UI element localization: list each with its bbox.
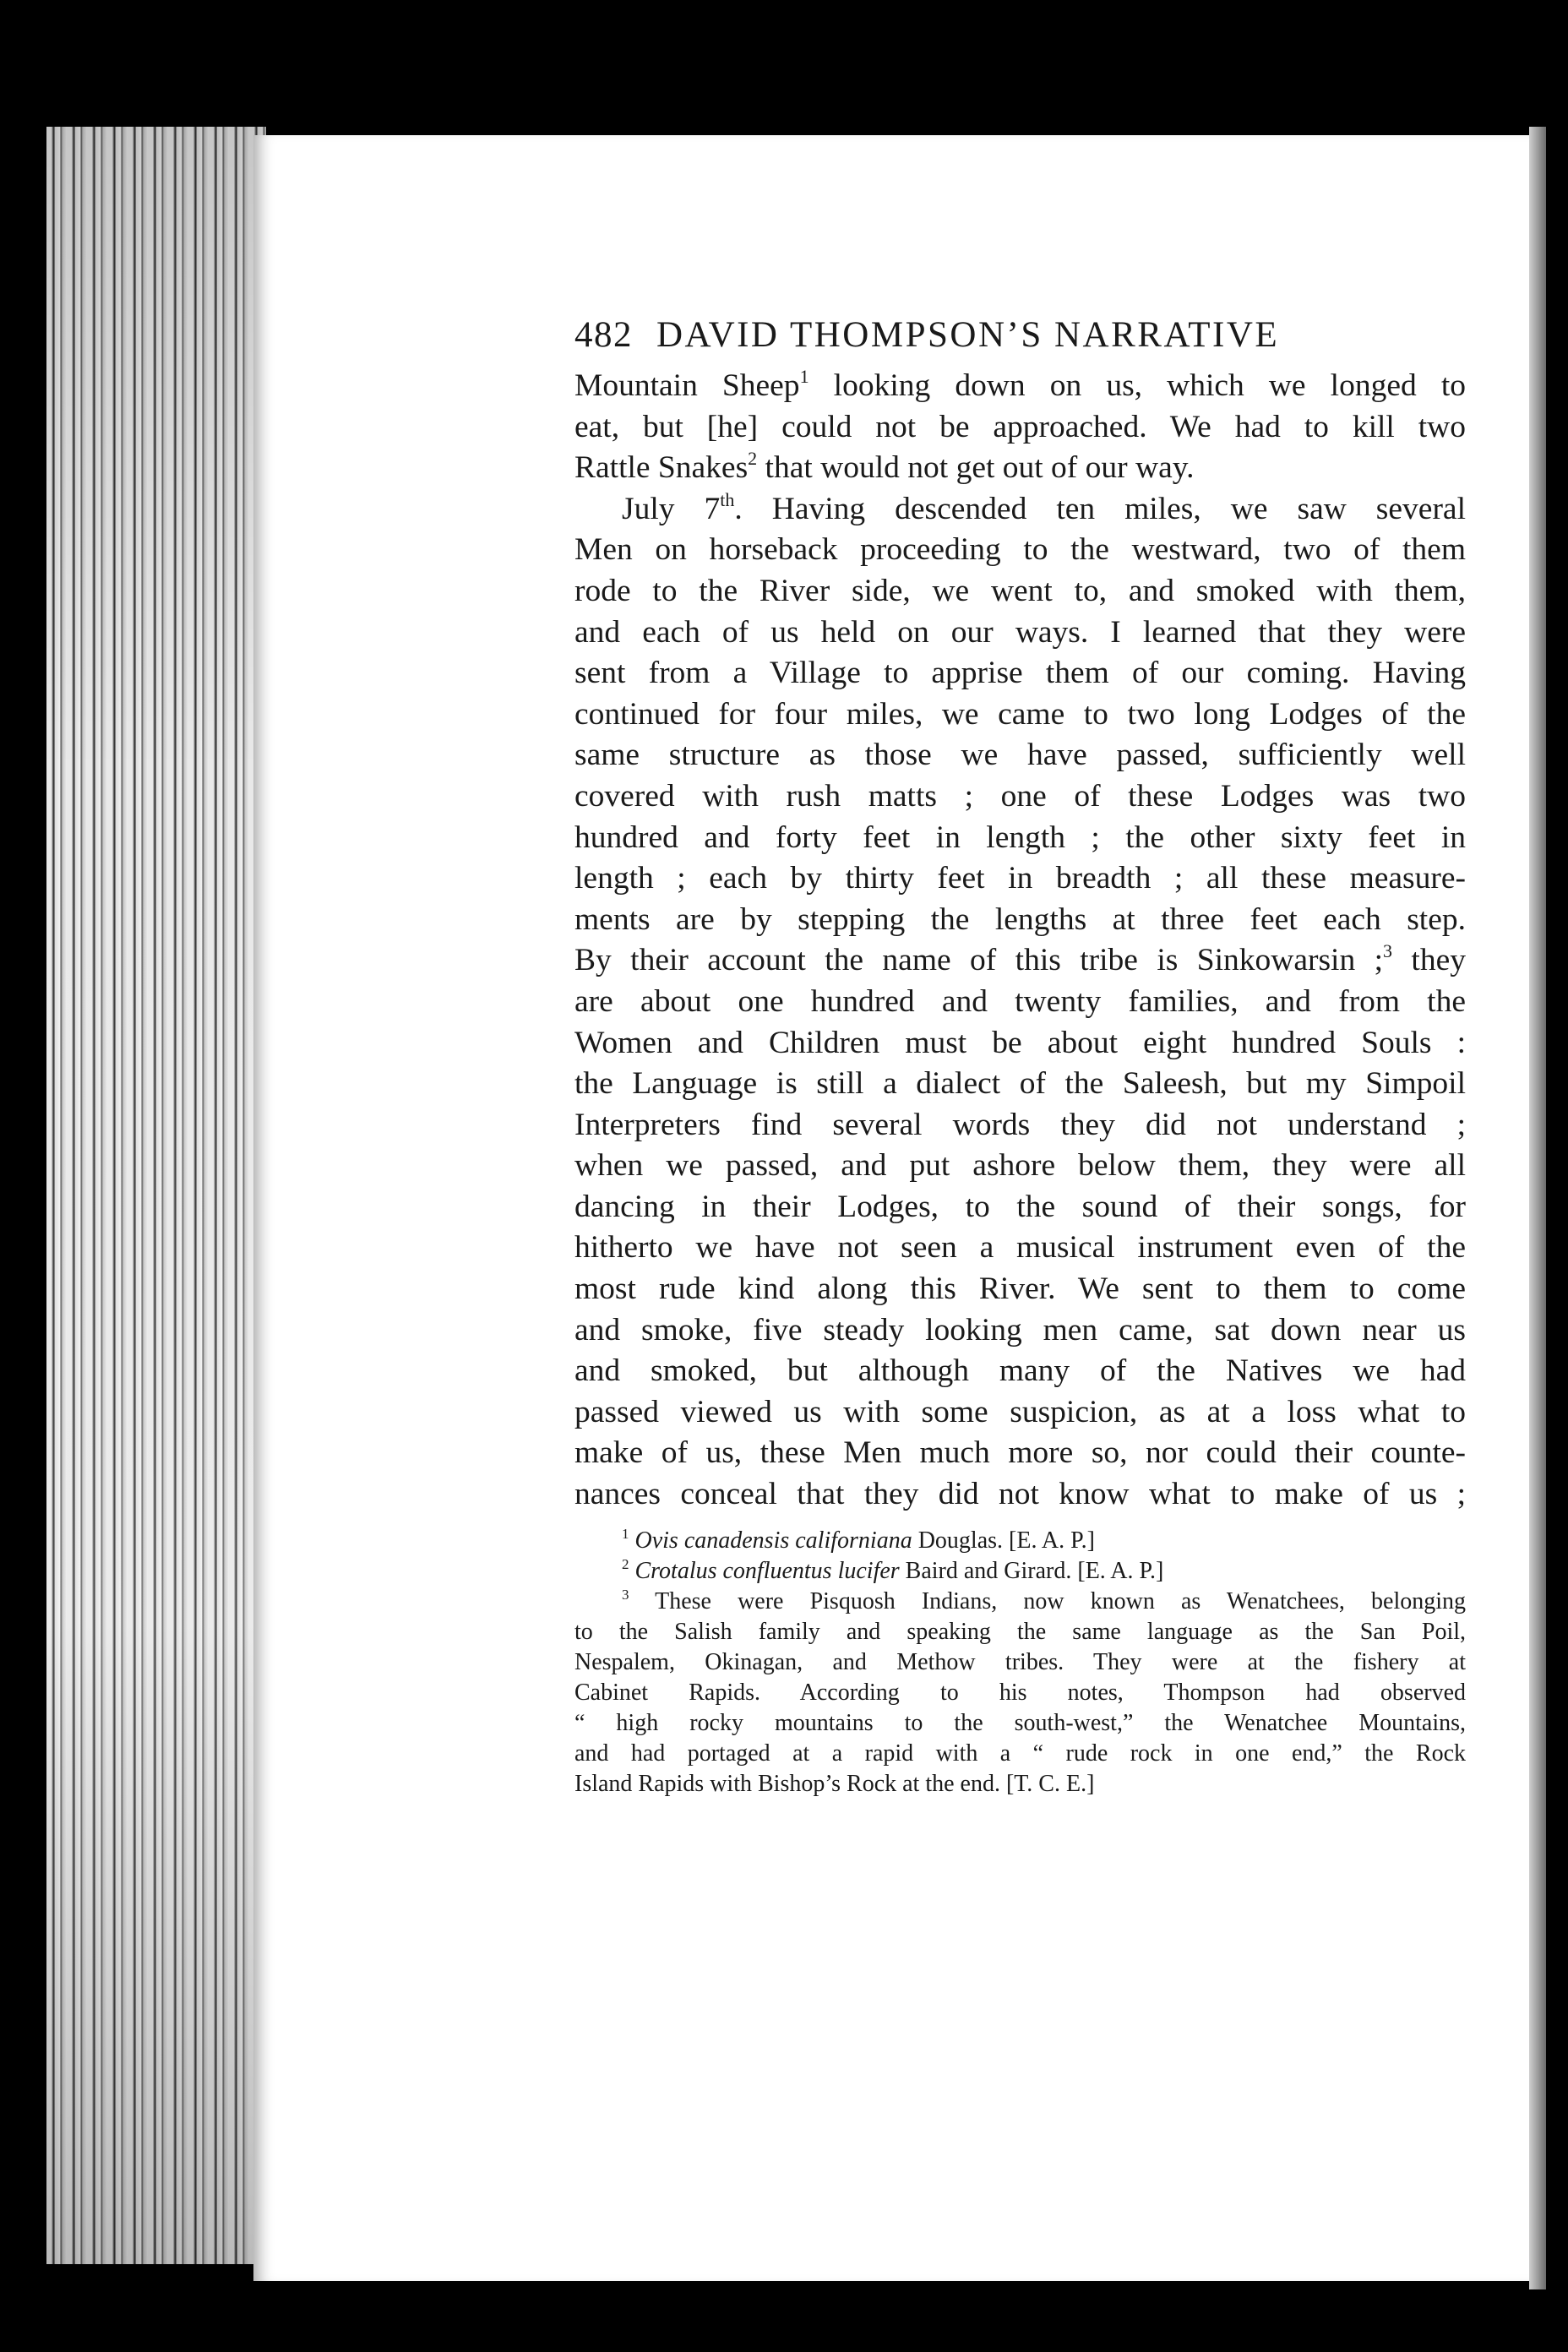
text-line: eat, but [he] could not be approached. We had to kill two	[574, 409, 1466, 444]
footnote-ref-1: 1	[799, 366, 809, 387]
text-line: Mountain Sheep$^1$ looking down on us, which we longed to	[574, 366, 1466, 403]
text-line: length ; each by thirty feet in breadth ; all these measure-	[574, 861, 1466, 896]
text-line: passed viewed us with some suspicion, as at a loss what to	[574, 1394, 1466, 1429]
footnote-ref-2: 2	[748, 448, 758, 470]
page-right-edge	[1529, 127, 1546, 2289]
footnote-3-line: and had portaged at a rapid with a “ rude rock in one end,” the Rock	[574, 1740, 1466, 1767]
text-line: and each of us held on our ways. I learned that they were	[574, 614, 1466, 650]
text-line: Men on horseback proceeding to the westward, two of them	[574, 532, 1466, 568]
footnote-1: $^1$ Ovis canadensis californiana Douglas. [E. A. P.]	[622, 1525, 1095, 1554]
running-head	[574, 314, 1466, 356]
text-line: the Language is still a dialect of the Saleesh, but my Simpoil	[574, 1066, 1466, 1102]
footnote-3: $^3$ These were Pisquosh Indians, now known as Wenatchees, belonging	[622, 1586, 1467, 1614]
footnotes	[574, 1526, 1466, 1799]
text-line: dancing in their Lodges, to the sound of their songs, for	[574, 1189, 1466, 1224]
text-line: sent from a Village to apprise them of our coming. Having	[574, 656, 1466, 691]
text-line: and smoke, five steady looking men came, sat down near us	[574, 1312, 1466, 1348]
footnote-3-line: Nespalem, Okinagan, and Methow tribes. They were at the fishery at	[574, 1648, 1466, 1675]
fore-edge-shading	[46, 127, 266, 2264]
text-line: and smoked, but although many of the Natives we had	[574, 1353, 1466, 1389]
text-line: when we passed, and put ashore below them, they were all	[574, 1148, 1466, 1184]
text-line: nances conceal that they did not know what to make of us ;	[574, 1477, 1466, 1512]
text-line: make of us, these Men much more so, nor could their counte-	[574, 1435, 1466, 1471]
page-number: 482	[574, 315, 633, 355]
running-title: DAVID THOMPSON’S NARRATIVE	[656, 315, 1280, 355]
text-line: Women and Children must be about eight hundred Souls :	[574, 1025, 1466, 1060]
text-line: hundred and forty feet in length ; the other sixty feet in	[574, 819, 1466, 855]
page-content	[574, 314, 1466, 1799]
text-line: hitherto we have not seen a musical instrument even of the	[574, 1230, 1466, 1266]
footnote-ref-3: 3	[1383, 940, 1393, 962]
text-line: are about one hundred and twenty families, and from the	[574, 983, 1466, 1019]
text-line: Rattle Snakes$^2$ that would not get out of our way.	[574, 448, 1195, 486]
text-line: continued for four miles, we came to two long Lodges of the	[574, 696, 1466, 732]
footnote-3-line: Island Rapids with Bishop’s Rock at the end. [T. C. E.]	[574, 1770, 1095, 1797]
text-line: most rude kind along this River. We sent to them to come	[574, 1271, 1466, 1307]
text-line: By their account the name of this tribe is Sinkowarsin ;$^3$ they	[574, 940, 1466, 978]
text-line: rode to the River side, we went to, and smoked with them,	[574, 573, 1466, 608]
ordinal-suffix: th	[720, 488, 735, 510]
text-line: July 7th. Having descended ten miles, we saw several	[622, 488, 1466, 526]
footnote-3-line: to the Salish family and speaking the same language as the San Poil,	[574, 1618, 1466, 1645]
footnote-2: $^2$ Crotalus confluentus lucifer Baird and Girard. [E. A. P.]	[622, 1555, 1164, 1584]
text-line: covered with rush matts ; one of these Lodges was two	[574, 778, 1466, 814]
text-line: same structure as those we have passed, sufficiently well	[574, 738, 1466, 773]
text-line: Interpreters find several words they did not understand ;	[574, 1107, 1466, 1142]
body-text	[574, 366, 1466, 1516]
footnote-3-line: “ high rocky mountains to the south-west,” the Wenatchee Mountains,	[574, 1709, 1466, 1736]
text-line: ments are by stepping the lengths at three feet each step.	[574, 901, 1466, 937]
footnote-3-line: Cabinet Rapids. According to his notes, Thompson had observed	[574, 1679, 1466, 1706]
